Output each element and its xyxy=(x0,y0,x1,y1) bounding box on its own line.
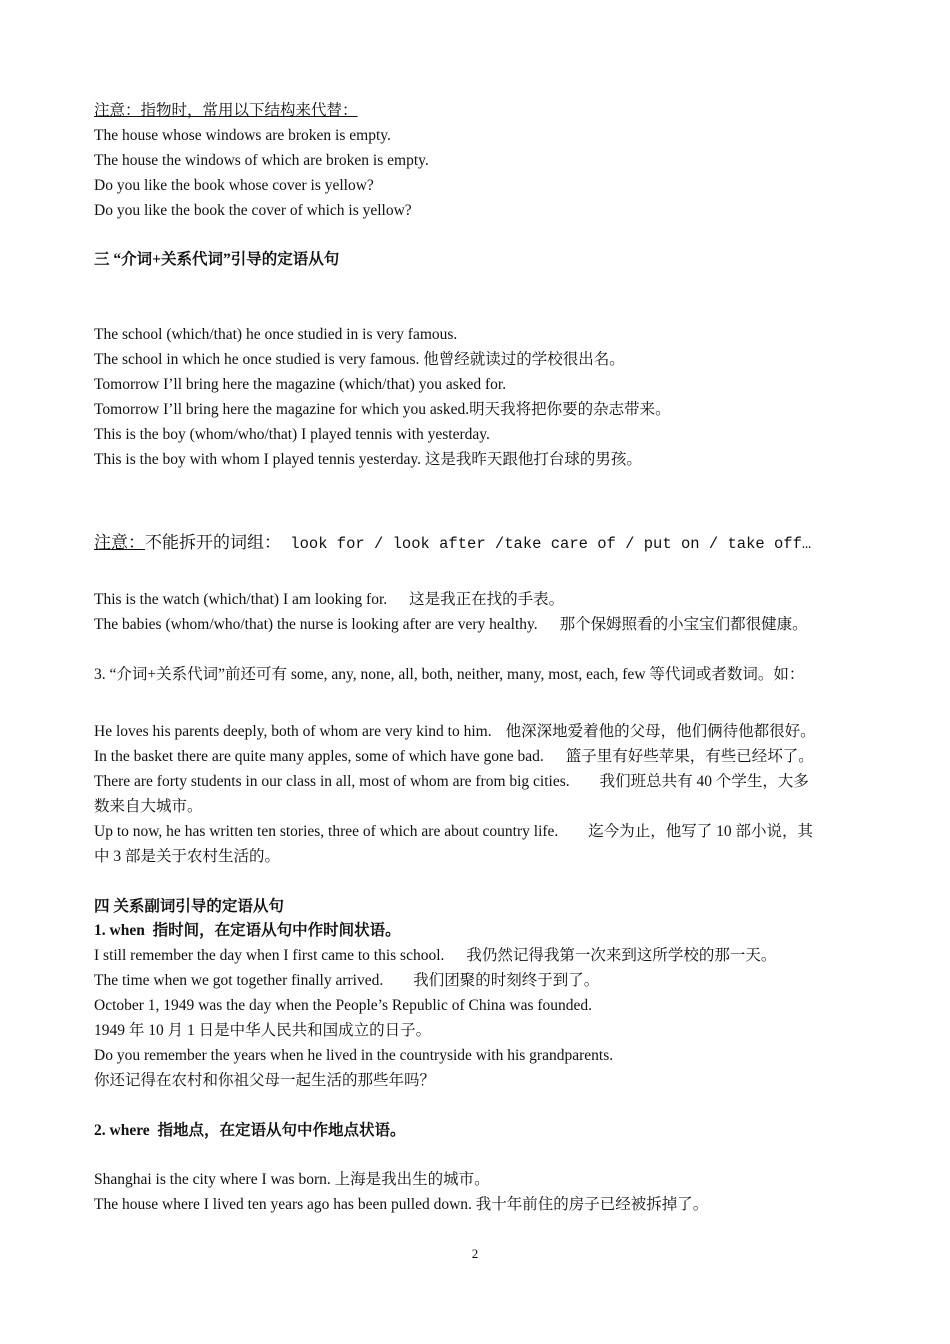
example-sentence: This is the boy with whom I played tennis yesterday. 这是我昨天跟他打台球的男孩。 xyxy=(94,451,642,468)
sentence-zh: 他深深地爱着他的父母，他们俩待他都很好。 xyxy=(505,723,816,740)
subheading-en: 1. when xyxy=(94,922,145,939)
sentence-en: He loves his parents deeply, both of whom are very kind to him. xyxy=(94,723,492,740)
example-sentence: Shanghai is the city where I was born. 上海是我出生的城市。 xyxy=(94,1171,490,1188)
section-heading: 三 “介词+关系代词”引导的定语从句 xyxy=(94,251,340,268)
note-text: 不能拆开的词组： xyxy=(145,533,281,552)
example-sentence-cont: 中 3 部是关于农村生活的。 xyxy=(94,848,281,865)
subheading-when xyxy=(94,918,401,943)
sentence-en: I still remember the day when I first came to this school. xyxy=(94,947,445,964)
page-number: 2 xyxy=(471,1246,479,1261)
example-sentence xyxy=(94,587,564,612)
example-sentence: The house the windows of which are broken is empty. xyxy=(94,152,429,169)
sentence-zh: 迄今为止，他写了 10 部小说，其 xyxy=(588,823,814,840)
example-sentence-cont: 数来自大城市。 xyxy=(94,798,203,815)
sentence-en: In the basket there are quite many apples, some of which have gone bad. xyxy=(94,748,544,765)
sentence-zh: 那个保姆照看的小宝宝们都很健康。 xyxy=(559,616,808,633)
subheading-en: 2. where xyxy=(94,1122,150,1139)
sentence-en: The time when we got together finally arrived. xyxy=(94,972,384,989)
phrase-list: look for / look after /take care of / put on / take off… xyxy=(281,535,812,553)
example-sentence xyxy=(94,744,814,769)
sentence-zh: 我们班总共有 40 个学生，大多 xyxy=(599,773,809,790)
subheading-zh: 指时间，在定语从句中作时间状语。 xyxy=(152,922,401,939)
example-sentence: 1949 年 10 月 1 日是中华人民共和国成立的日子。 xyxy=(94,1022,432,1039)
example-sentence: 你还记得在农村和你祖父母一起生活的那些年吗？ xyxy=(94,1072,436,1089)
sentence-en: The babies (whom/who/that) the nurse is looking after are very healthy. xyxy=(94,616,538,633)
sentence-zh: 这是我正在找的手表。 xyxy=(409,591,565,608)
example-sentence xyxy=(94,769,809,794)
example-sentence xyxy=(94,612,808,637)
example-sentence: The house where I lived ten years ago has been pulled down. 我十年前住的房子已经被拆掉了。 xyxy=(94,1196,709,1213)
section-heading: 四 关系副词引导的定语从句 xyxy=(94,898,284,915)
note-phrases xyxy=(94,530,811,557)
sentence-zh: 我们团聚的时刻终于到了。 xyxy=(413,972,600,989)
example-sentence xyxy=(94,719,816,744)
example-sentence: Tomorrow I’ll bring here the magazine for which you asked.明天我将把你要的杂志带来。 xyxy=(94,401,671,418)
example-sentence: The school (which/that) he once studied in is very famous. xyxy=(94,326,458,343)
subheading-zh: 指地点，在定语从句中作地点状语。 xyxy=(157,1122,406,1139)
sentence-en: There are forty students in our class in all, most of whom are from big cities. xyxy=(94,773,570,790)
example-sentence: Do you like the book the cover of which is yellow? xyxy=(94,202,412,219)
point-3: 3. “介词+关系代词”前还可有 some, any, none, all, both, neither, many, most, each, few 等代词或者数词。如： xyxy=(94,666,805,683)
example-sentence: This is the boy (whom/who/that) I played tennis with yesterday. xyxy=(94,426,490,443)
example-sentence xyxy=(94,943,776,968)
note-title: 注意：指物时，常用以下结构来代替： xyxy=(94,102,358,119)
example-sentence: Tomorrow I’ll bring here the magazine (which/that) you asked for. xyxy=(94,376,507,393)
example-sentence: The school in which he once studied is very famous. 他曾经就读过的学校很出名。 xyxy=(94,351,625,368)
note-label: 注意： xyxy=(94,533,145,552)
example-sentence: Do you remember the years when he lived in the countryside with his grandparents. xyxy=(94,1047,614,1064)
example-sentence xyxy=(94,968,599,993)
example-sentence: The house whose windows are broken is empty. xyxy=(94,127,391,144)
example-sentence xyxy=(94,819,813,844)
example-sentence: October 1, 1949 was the day when the People’s Republic of China was founded. xyxy=(94,997,593,1014)
example-sentence: Do you like the book whose cover is yellow? xyxy=(94,177,374,194)
subheading-where xyxy=(94,1118,405,1143)
sentence-zh: 篮子里有好些苹果，有些已经坏了。 xyxy=(565,748,814,765)
sentence-en: This is the watch (which/that) I am looking for. xyxy=(94,591,388,608)
sentence-en: Up to now, he has written ten stories, three of which are about country life. xyxy=(94,823,559,840)
sentence-zh: 我仍然记得我第一次来到这所学校的那一天。 xyxy=(466,947,777,964)
